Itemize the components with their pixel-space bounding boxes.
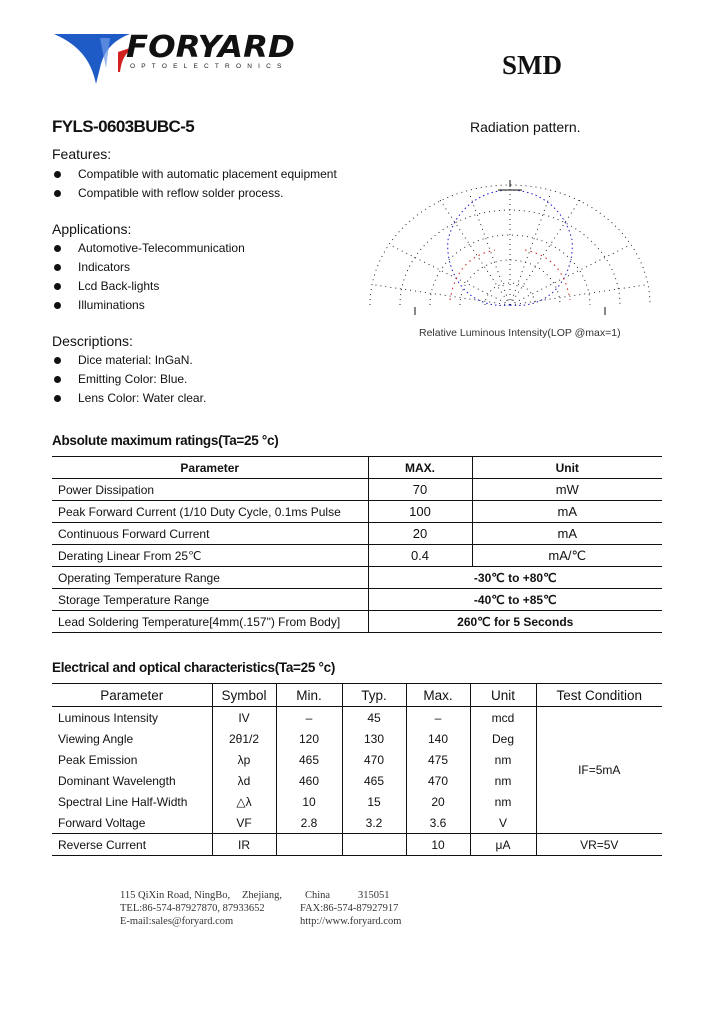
postcode: 315051 (358, 890, 390, 901)
descriptions-section (52, 333, 206, 408)
table-header-row (52, 457, 662, 479)
application-item: Indicators (52, 258, 245, 277)
table-row: Operating Temperature Range -30℃ to +80℃ (52, 567, 662, 589)
bullet-icon (54, 376, 61, 383)
bullet-icon (54, 190, 61, 197)
description-item: Lens Color: Water clear. (52, 389, 206, 408)
table-row: Lead Soldering Temperature[4mm(.157") From Body] 260℃ for 5 Seconds (52, 611, 662, 633)
radiation-pattern-chart (360, 175, 660, 325)
electrical-table (52, 683, 662, 856)
package-type: SMD (502, 50, 562, 80)
bullet-icon (54, 302, 61, 309)
table-row: Peak Forward Current (1/10 Duty Cycle, 0.1ms Pulse 100 mA (52, 501, 662, 523)
applications-heading: Applications: (52, 221, 132, 237)
description-item: Emitting Color: Blue. (52, 370, 206, 389)
table-row: Peak Emission λp 465 470 475 nm (52, 749, 662, 770)
application-item: Automotive-Telecommunication (52, 239, 245, 258)
address: 115 QiXin Road, NingBo, (120, 890, 231, 901)
header-unit: Unit (472, 457, 662, 479)
table-row: Storage Temperature Range -40℃ to +85℃ (52, 589, 662, 611)
features-heading: Features: (52, 146, 112, 162)
description-item: Dice material: InGaN. (52, 351, 206, 370)
test-condition-cell: IF=5mA (536, 707, 662, 834)
table-row: Viewing Angle 2θ1/2 120 130 140 Deg (52, 728, 662, 749)
abs-max-table (52, 456, 662, 633)
table-row: Reverse Current IR 10 μA VR=5V (52, 834, 662, 856)
bullet-icon (54, 357, 61, 364)
telephone: TEL:86-574-87927870, 87933652 (120, 903, 265, 914)
feature-item: Compatible with automatic placement equipment (52, 165, 337, 184)
table-row: Spectral Line Half-Width △λ 10 15 20 nm (52, 791, 662, 812)
table-row: Derating Linear From 25℃ 0.4 mA/℃ (52, 545, 662, 567)
bullet-icon (54, 264, 61, 271)
brand-subtitle: OPTOELECTRONICS (130, 63, 288, 70)
website-link[interactable]: http://www.foryard.com (300, 916, 402, 927)
part-number: FYLS-0603BUBC-5 (52, 117, 195, 136)
table-header-row: Parameter Symbol Min. Typ. Max. Unit Test Condition (52, 684, 662, 707)
footer-contact (120, 889, 420, 928)
feature-item: Compatible with reflow solder process. (52, 184, 337, 203)
electrical-title: Electrical and optical characteristics(Ta=25 °c) (52, 660, 336, 675)
bullet-icon (54, 171, 61, 178)
province: Zhejiang, (242, 890, 282, 901)
table-row: Luminous Intensity IV – 45 – mcd IF=5mA (52, 707, 662, 729)
test-condition-cell: VR=5V (536, 834, 662, 856)
brand-name: FORYARD (126, 30, 295, 65)
abs-max-title: Absolute maximum ratings(Ta=25 °c) (52, 433, 279, 448)
features-section (52, 146, 337, 203)
bullet-icon (54, 245, 61, 252)
fax: FAX:86-574-87927917 (300, 903, 399, 914)
bullet-icon (54, 395, 61, 402)
radiation-caption: Relative Luminous Intensity(LOP @max=1) (419, 327, 621, 339)
header-parameter: Parameter (52, 457, 368, 479)
table-row: Dominant Wavelength λd 460 465 470 nm (52, 770, 662, 791)
application-item: Illuminations (52, 296, 245, 315)
table-row: Continuous Forward Current 20 mA (52, 523, 662, 545)
table-row: Forward Voltage VF 2.8 3.2 3.6 V (52, 812, 662, 834)
email-link[interactable]: E-mail:sales@foryard.com (120, 916, 234, 927)
country: China (305, 890, 331, 901)
table-row: Power Dissipation 70 mW (52, 479, 662, 501)
header-max: MAX. (368, 457, 472, 479)
radiation-title: Radiation pattern. (470, 119, 581, 135)
bullet-icon (54, 283, 61, 290)
application-item: Lcd Back-lights (52, 277, 245, 296)
descriptions-heading: Descriptions: (52, 333, 133, 349)
applications-section (52, 221, 245, 315)
